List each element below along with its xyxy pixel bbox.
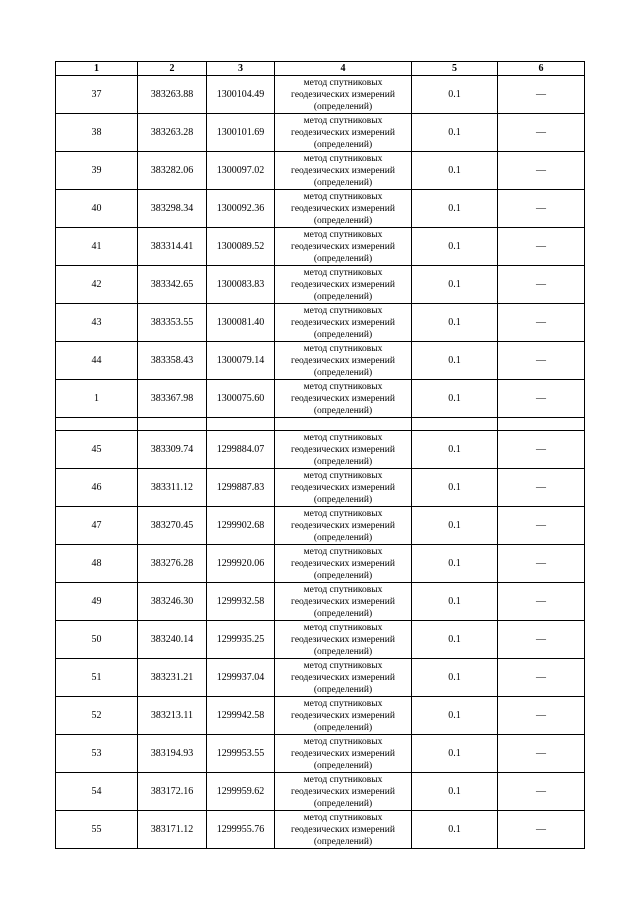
y-coordinate-cell: 1299902.68 — [207, 507, 275, 545]
method-text-line: геодезических измерений — [291, 165, 395, 176]
method-text-line: метод спутниковых — [303, 343, 383, 354]
point-number-cell: 42 — [56, 266, 138, 304]
table-row — [56, 811, 585, 849]
y-coordinate-cell: 1299959.62 — [207, 773, 275, 811]
x-coordinate-cell: 383358.43 — [138, 342, 207, 380]
accuracy-cell: 0.1 — [412, 152, 498, 190]
column-header: 1 — [56, 62, 138, 76]
accuracy-cell: 0.1 — [412, 266, 498, 304]
method-cell — [275, 811, 412, 849]
method-text-line: геодезических измерений — [291, 786, 395, 797]
method-text-line: метод спутниковых — [303, 584, 383, 595]
accuracy-cell: 0.1 — [412, 76, 498, 114]
method-text-line: геодезических измерений — [291, 279, 395, 290]
note-cell: — — [498, 735, 585, 773]
method-text-line: метод спутниковых — [303, 115, 383, 126]
point-number-cell: 49 — [56, 583, 138, 621]
point-number-cell: 55 — [56, 811, 138, 849]
method-text-line: геодезических измерений — [291, 520, 395, 531]
empty-cell — [412, 418, 498, 431]
coordinates-table — [55, 61, 585, 849]
note-cell: — — [498, 431, 585, 469]
method-cell — [275, 507, 412, 545]
column-header: 3 — [207, 62, 275, 76]
x-coordinate-cell: 383172.16 — [138, 773, 207, 811]
header-row — [56, 62, 585, 76]
x-coordinate-cell: 383311.12 — [138, 469, 207, 507]
method-cell — [275, 228, 412, 266]
x-coordinate-cell: 383231.21 — [138, 659, 207, 697]
x-coordinate-cell: 383246.30 — [138, 583, 207, 621]
point-number-cell: 1 — [56, 380, 138, 418]
method-text-line: геодезических измерений — [291, 748, 395, 759]
method-text-line: (определений) — [313, 405, 373, 416]
method-text-line: (определений) — [313, 139, 373, 150]
method-text-line: геодезических измерений — [291, 596, 395, 607]
accuracy-cell: 0.1 — [412, 659, 498, 697]
table-row — [56, 266, 585, 304]
note-cell: — — [498, 621, 585, 659]
method-text-line: геодезических измерений — [291, 127, 395, 138]
table-row — [56, 469, 585, 507]
point-number-cell: 39 — [56, 152, 138, 190]
method-text-line: метод спутниковых — [303, 153, 383, 164]
method-cell — [275, 266, 412, 304]
point-number-cell: 40 — [56, 190, 138, 228]
table-row — [56, 659, 585, 697]
note-cell: — — [498, 507, 585, 545]
accuracy-cell: 0.1 — [412, 507, 498, 545]
y-coordinate-cell: 1300081.40 — [207, 304, 275, 342]
note-cell: — — [498, 545, 585, 583]
table-row — [56, 545, 585, 583]
column-header: 6 — [498, 62, 585, 76]
method-text-line: метод спутниковых — [303, 305, 383, 316]
x-coordinate-cell: 383314.41 — [138, 228, 207, 266]
method-cell — [275, 342, 412, 380]
y-coordinate-cell: 1299932.58 — [207, 583, 275, 621]
table-row — [56, 76, 585, 114]
note-cell: — — [498, 304, 585, 342]
method-cell — [275, 735, 412, 773]
method-text-line: метод спутниковых — [303, 812, 383, 823]
x-coordinate-cell: 383270.45 — [138, 507, 207, 545]
method-text-line: (определений) — [313, 101, 373, 112]
method-text-line: метод спутниковых — [303, 191, 383, 202]
y-coordinate-cell: 1299935.25 — [207, 621, 275, 659]
method-text-line: метод спутниковых — [303, 736, 383, 747]
note-cell: — — [498, 342, 585, 380]
method-text-line: геодезических измерений — [291, 89, 395, 100]
method-cell — [275, 773, 412, 811]
method-text-line: метод спутниковых — [303, 432, 383, 443]
method-text-line: (определений) — [313, 760, 373, 771]
accuracy-cell: 0.1 — [412, 190, 498, 228]
note-cell: — — [498, 228, 585, 266]
y-coordinate-cell: 1300089.52 — [207, 228, 275, 266]
method-text-line: метод спутниковых — [303, 229, 383, 240]
method-text-line: геодезических измерений — [291, 824, 395, 835]
method-text-line: геодезических измерений — [291, 241, 395, 252]
method-text-line: (определений) — [313, 215, 373, 226]
y-coordinate-cell: 1299942.58 — [207, 697, 275, 735]
x-coordinate-cell: 383213.11 — [138, 697, 207, 735]
x-coordinate-cell: 383367.98 — [138, 380, 207, 418]
method-cell — [275, 431, 412, 469]
accuracy-cell: 0.1 — [412, 545, 498, 583]
y-coordinate-cell: 1300104.49 — [207, 76, 275, 114]
empty-cell — [275, 418, 412, 431]
table-body — [56, 62, 585, 849]
y-coordinate-cell: 1300083.83 — [207, 266, 275, 304]
note-cell: — — [498, 469, 585, 507]
y-coordinate-cell: 1299953.55 — [207, 735, 275, 773]
note-cell: — — [498, 811, 585, 849]
accuracy-cell: 0.1 — [412, 697, 498, 735]
accuracy-cell: 0.1 — [412, 469, 498, 507]
point-number-cell: 38 — [56, 114, 138, 152]
note-cell: — — [498, 76, 585, 114]
note-cell: — — [498, 697, 585, 735]
table-row — [56, 304, 585, 342]
accuracy-cell: 0.1 — [412, 228, 498, 266]
point-number-cell: 41 — [56, 228, 138, 266]
method-text-line: геодезических измерений — [291, 393, 395, 404]
point-number-cell: 44 — [56, 342, 138, 380]
accuracy-cell: 0.1 — [412, 114, 498, 152]
method-text-line: (определений) — [313, 608, 373, 619]
accuracy-cell: 0.1 — [412, 342, 498, 380]
table-row — [56, 773, 585, 811]
table-row — [56, 114, 585, 152]
method-cell — [275, 190, 412, 228]
table-row — [56, 621, 585, 659]
method-cell — [275, 583, 412, 621]
point-number-cell: 46 — [56, 469, 138, 507]
method-text-line: геодезических измерений — [291, 710, 395, 721]
method-text-line: (определений) — [313, 177, 373, 188]
x-coordinate-cell: 383298.34 — [138, 190, 207, 228]
accuracy-cell: 0.1 — [412, 811, 498, 849]
table-row — [56, 190, 585, 228]
column-header: 4 — [275, 62, 412, 76]
method-text-line: метод спутниковых — [303, 381, 383, 392]
method-text-line: (определений) — [313, 722, 373, 733]
accuracy-cell: 0.1 — [412, 735, 498, 773]
method-text-line: метод спутниковых — [303, 546, 383, 557]
empty-cell — [498, 418, 585, 431]
x-coordinate-cell: 383342.65 — [138, 266, 207, 304]
x-coordinate-cell: 383171.12 — [138, 811, 207, 849]
table-row — [56, 583, 585, 621]
method-cell — [275, 545, 412, 583]
point-number-cell: 50 — [56, 621, 138, 659]
method-cell — [275, 697, 412, 735]
table-row — [56, 697, 585, 735]
method-cell — [275, 380, 412, 418]
table-row — [56, 152, 585, 190]
point-number-cell: 54 — [56, 773, 138, 811]
y-coordinate-cell: 1300092.36 — [207, 190, 275, 228]
accuracy-cell: 0.1 — [412, 583, 498, 621]
method-text-line: (определений) — [313, 494, 373, 505]
y-coordinate-cell: 1299955.76 — [207, 811, 275, 849]
method-text-line: (определений) — [313, 329, 373, 340]
table-row — [56, 507, 585, 545]
method-cell — [275, 469, 412, 507]
y-coordinate-cell: 1299884.07 — [207, 431, 275, 469]
empty-cell — [56, 418, 138, 431]
y-coordinate-cell: 1300079.14 — [207, 342, 275, 380]
note-cell: — — [498, 659, 585, 697]
method-text-line: (определений) — [313, 367, 373, 378]
section-separator-row — [56, 418, 585, 431]
accuracy-cell: 0.1 — [412, 773, 498, 811]
empty-cell — [138, 418, 207, 431]
method-text-line: метод спутниковых — [303, 77, 383, 88]
note-cell: — — [498, 190, 585, 228]
method-cell — [275, 76, 412, 114]
method-text-line: геодезических измерений — [291, 317, 395, 328]
x-coordinate-cell: 383282.06 — [138, 152, 207, 190]
note-cell: — — [498, 380, 585, 418]
method-text-line: метод спутниковых — [303, 698, 383, 709]
empty-cell — [207, 418, 275, 431]
column-header: 5 — [412, 62, 498, 76]
method-cell — [275, 621, 412, 659]
method-cell — [275, 659, 412, 697]
point-number-cell: 47 — [56, 507, 138, 545]
point-number-cell: 43 — [56, 304, 138, 342]
accuracy-cell: 0.1 — [412, 304, 498, 342]
method-text-line: (определений) — [313, 532, 373, 543]
method-cell — [275, 114, 412, 152]
note-cell: — — [498, 114, 585, 152]
method-text-line: (определений) — [313, 646, 373, 657]
point-number-cell: 51 — [56, 659, 138, 697]
x-coordinate-cell: 383263.28 — [138, 114, 207, 152]
method-text-line: геодезических измерений — [291, 558, 395, 569]
method-text-line: (определений) — [313, 253, 373, 264]
table-row — [56, 380, 585, 418]
method-text-line: метод спутниковых — [303, 508, 383, 519]
point-number-cell: 37 — [56, 76, 138, 114]
method-text-line: метод спутниковых — [303, 267, 383, 278]
y-coordinate-cell: 1300101.69 — [207, 114, 275, 152]
method-text-line: метод спутниковых — [303, 774, 383, 785]
x-coordinate-cell: 383353.55 — [138, 304, 207, 342]
note-cell: — — [498, 583, 585, 621]
point-number-cell: 52 — [56, 697, 138, 735]
x-coordinate-cell: 383276.28 — [138, 545, 207, 583]
table-row — [56, 342, 585, 380]
y-coordinate-cell: 1300075.60 — [207, 380, 275, 418]
method-text-line: (определений) — [313, 570, 373, 581]
note-cell: — — [498, 773, 585, 811]
method-text-line: метод спутниковых — [303, 660, 383, 671]
method-cell — [275, 304, 412, 342]
note-cell: — — [498, 266, 585, 304]
method-text-line: метод спутниковых — [303, 470, 383, 481]
y-coordinate-cell: 1299887.83 — [207, 469, 275, 507]
method-text-line: геодезических измерений — [291, 634, 395, 645]
point-number-cell: 53 — [56, 735, 138, 773]
method-text-line: геодезических измерений — [291, 482, 395, 493]
x-coordinate-cell: 383263.88 — [138, 76, 207, 114]
accuracy-cell: 0.1 — [412, 621, 498, 659]
method-text-line: (определений) — [313, 684, 373, 695]
point-number-cell: 48 — [56, 545, 138, 583]
table-row — [56, 735, 585, 773]
accuracy-cell: 0.1 — [412, 380, 498, 418]
table-row — [56, 431, 585, 469]
method-text-line: (определений) — [313, 836, 373, 847]
method-text-line: (определений) — [313, 456, 373, 467]
column-header: 2 — [138, 62, 207, 76]
method-text-line: геодезических измерений — [291, 672, 395, 683]
note-cell: — — [498, 152, 585, 190]
point-number-cell: 45 — [56, 431, 138, 469]
accuracy-cell: 0.1 — [412, 431, 498, 469]
y-coordinate-cell: 1299920.06 — [207, 545, 275, 583]
method-text-line: геодезических измерений — [291, 444, 395, 455]
method-text-line: геодезических измерений — [291, 355, 395, 366]
x-coordinate-cell: 383309.74 — [138, 431, 207, 469]
y-coordinate-cell: 1299937.04 — [207, 659, 275, 697]
method-text-line: (определений) — [313, 291, 373, 302]
x-coordinate-cell: 383240.14 — [138, 621, 207, 659]
table-row — [56, 228, 585, 266]
method-text-line: геодезических измерений — [291, 203, 395, 214]
x-coordinate-cell: 383194.93 — [138, 735, 207, 773]
y-coordinate-cell: 1300097.02 — [207, 152, 275, 190]
method-text-line: (определений) — [313, 798, 373, 809]
method-cell — [275, 152, 412, 190]
method-text-line: метод спутниковых — [303, 622, 383, 633]
